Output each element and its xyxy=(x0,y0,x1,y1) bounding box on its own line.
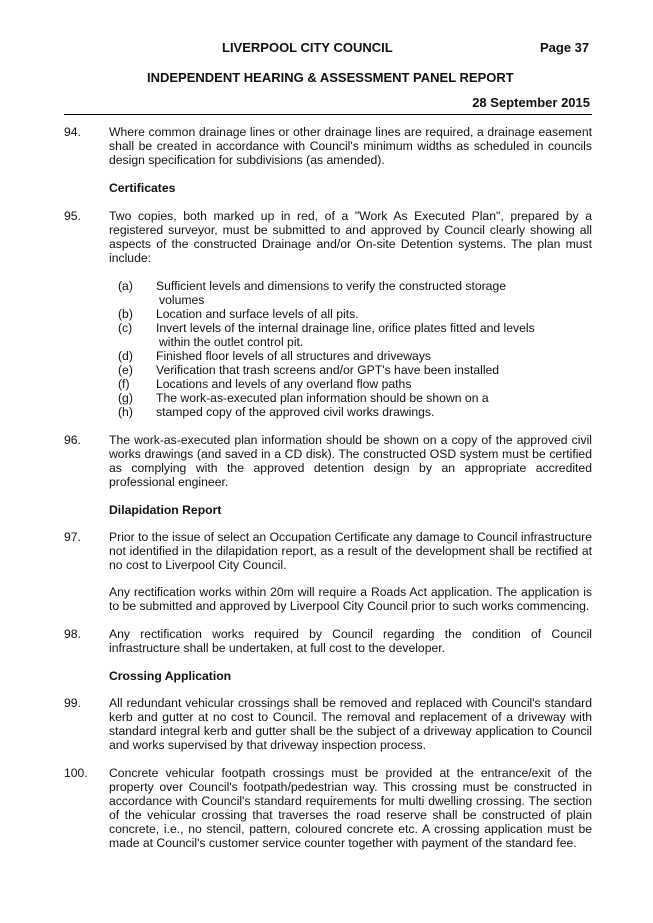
sub-item-label: (a) xyxy=(118,279,133,293)
condition-97-paragraph-2: Any rectification works within 20m will require a Roads Act application. The application is to be submitted and approved by Liverpool City Council prior to such works commencing. xyxy=(109,585,592,613)
condition-number: 96. xyxy=(64,433,81,447)
sub-item-text-cont: volumes xyxy=(159,293,205,307)
report-title: INDEPENDENT HEARING & ASSESSMENT PANEL REPORT xyxy=(147,70,514,85)
condition-number: 98. xyxy=(64,627,81,641)
council-name: LIVERPOOL CITY COUNCIL xyxy=(222,40,393,55)
page-number: Page 37 xyxy=(540,40,590,55)
sub-item-label: (d) xyxy=(118,349,133,363)
sub-item-text-cont: within the outlet control pit. xyxy=(159,335,304,349)
condition-number: 97. xyxy=(64,530,81,544)
header-rule xyxy=(64,114,592,115)
sub-item-text: stamped copy of the approved civil works drawings. xyxy=(156,405,435,419)
sub-item-label: (b) xyxy=(118,307,133,321)
sub-item-label: (g) xyxy=(118,391,133,405)
sub-item-label: (c) xyxy=(118,321,133,335)
sub-item-text: Location and surface levels of all pits. xyxy=(156,307,359,321)
sub-item-label: (h) xyxy=(118,405,133,419)
sub-item-text: Locations and levels of any overland flow paths xyxy=(156,377,412,391)
sub-item-text: Sufficient levels and dimensions to verify the constructed storage xyxy=(156,279,507,293)
condition-text: Concrete vehicular footpath crossings must be provided at the entrance/exit of the property over Council's footpath/pedestrian way. This crossing must be constructed in accordance with Council's standard requirements for multi dwelling crossing. The section of the vehicular crossing that traverses the road reserve shall be constructed of plain concrete, i.e., no stencil, pattern, coloured concrete etc. A crossing application must be made at Council's customer service counter together with payment of the standard fee. xyxy=(109,766,592,850)
sub-item-text: Finished floor levels of all structures and driveways xyxy=(156,349,432,363)
sub-item-text: Invert levels of the internal drainage line, orifice plates fitted and levels xyxy=(156,321,535,335)
sub-item-text: Verification that trash screens and/or GPT's have been installed xyxy=(156,363,500,377)
heading-certificates: Certificates xyxy=(109,181,176,195)
condition-number: 100. xyxy=(64,766,88,780)
condition-text: Any rectification works required by Council regarding the condition of Council infrastructure shall be undertaken, at full cost to the developer. xyxy=(109,627,592,655)
condition-text: All redundant vehicular crossings shall be removed and replaced with Council's standard kerb and gutter at no cost to Council. The removal and replacement of a driveway with standard integral kerb and gutter shall be the subject of a driveway application to Council and works supervised by that driveway inspection process. xyxy=(109,696,592,752)
sub-item-text: The work-as-executed plan information should be shown on a xyxy=(156,391,489,405)
sub-item-label: (e) xyxy=(118,363,133,377)
condition-number: 94. xyxy=(64,125,81,139)
condition-number: 95. xyxy=(64,209,81,223)
sub-item-label: (f) xyxy=(118,377,130,391)
condition-number: 99. xyxy=(64,696,81,710)
condition-text: Two copies, both marked up in red, of a "Work As Executed Plan", prepared by a registered surveyor, must be submitted to and approved by Council clearly showing all aspects of the constructed Drainage and/or On-site Detention systems. The plan must include: xyxy=(109,209,592,265)
condition-text: Where common drainage lines or other drainage lines are required, a drainage easement shall be created in accordance with Council's minimum widths as scheduled in councils design specification for subdivisions (as amended). xyxy=(109,125,592,167)
heading-crossing-application: Crossing Application xyxy=(109,669,232,683)
report-date: 28 September 2015 xyxy=(472,95,590,110)
heading-dilapidation-report: Dilapidation Report xyxy=(109,503,222,517)
condition-text: Prior to the issue of select an Occupation Certificate any damage to Council infrastructure not identified in the dilapidation report, as a result of the development shall be rectified at no cost to Liverpool City Council. xyxy=(109,530,593,572)
condition-text: The work-as-executed plan information should be shown on a copy of the approved civil works drawings (and saved in a CD disk). The constructed OSD system must be certified as complying with the approved detention design by an appropriate accredited professional engineer. xyxy=(109,433,592,489)
